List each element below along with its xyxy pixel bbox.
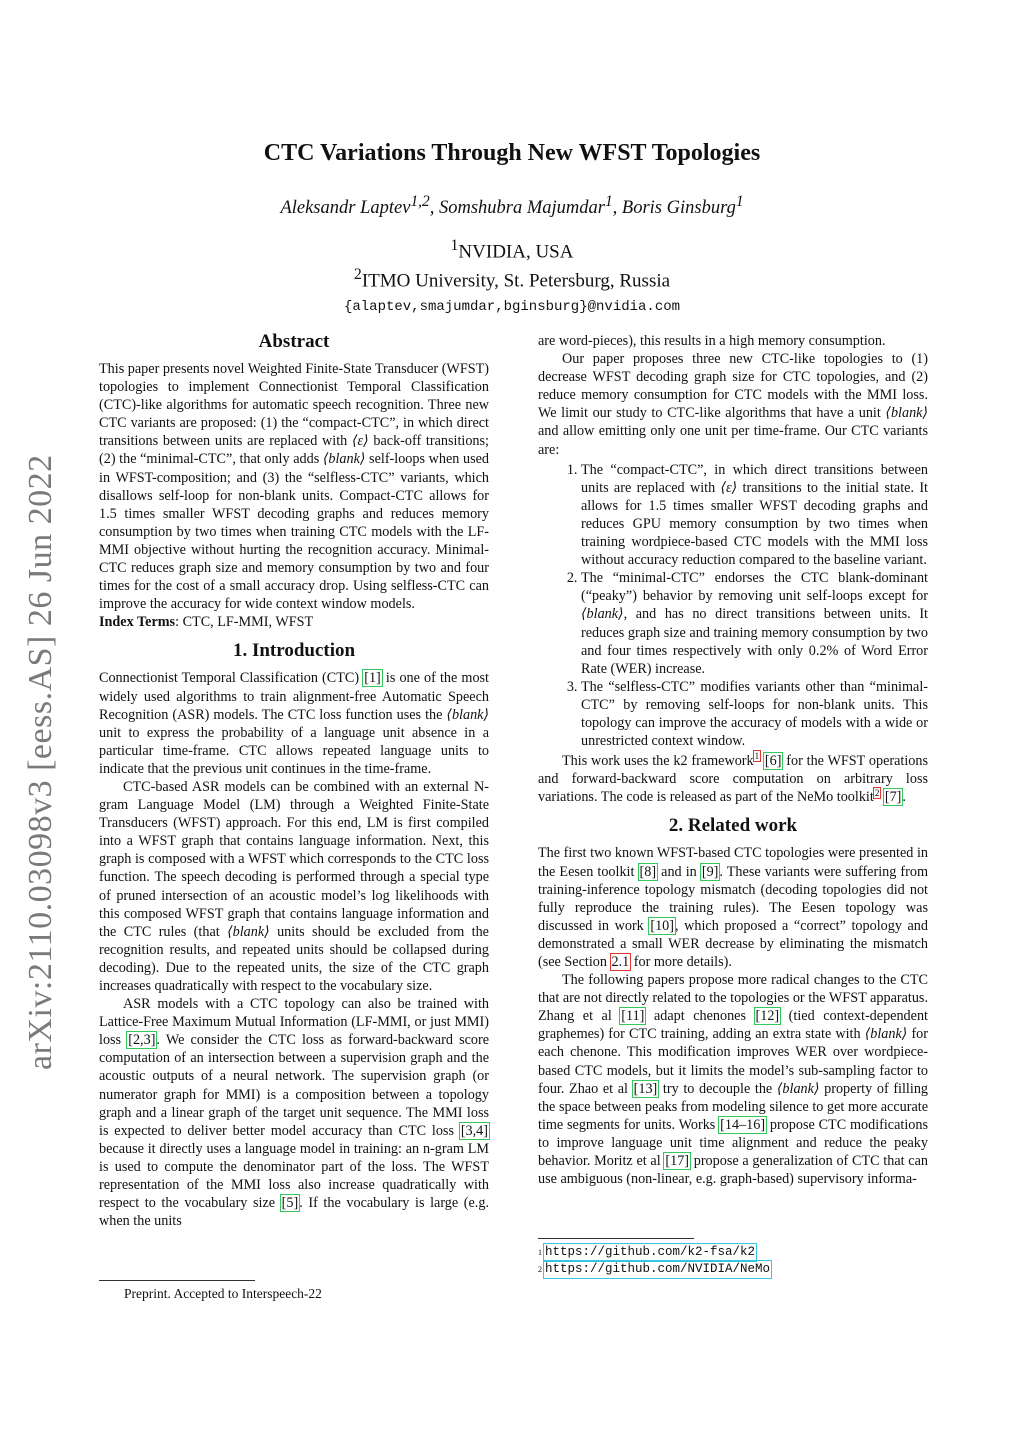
footnote-mark: 1 (538, 1248, 542, 1257)
related-work-heading: 2. Related work (668, 815, 798, 837)
citation-link[interactable]: [10] (650, 917, 674, 934)
citation-link[interactable]: [2,3] (128, 1032, 156, 1049)
arxiv-identifier: arXiv:2110.03098v3 [eess.AS] 26 Jun 2022 (22, 454, 59, 1070)
footnote-url-link[interactable]: https://github.com/k2-fsa/k2 (545, 1245, 756, 1259)
affiliation-text: ITMO University, St. Petersburg, Russia (361, 270, 671, 292)
author-affil-mark: 1 (604, 193, 613, 210)
citation-link[interactable]: [13] (633, 1080, 658, 1097)
affiliation-line (0, 234, 1024, 263)
author-affil-mark: 1 (735, 193, 744, 210)
section-link[interactable]: 2.1 (611, 954, 630, 970)
right-column (538, 332, 928, 1188)
citation-link[interactable]: [7] (884, 789, 902, 806)
author-list: Aleksandr Laptev$^{1,2}$, Somshubra Majumdar$^1$, Boris Ginsburg$^1$ (280, 193, 744, 219)
paper-header (0, 138, 1024, 315)
footnote-mark: 2 (538, 1265, 542, 1274)
citation-link[interactable]: [3,4] (460, 1122, 488, 1139)
introduction-heading: 1. Introduction (232, 640, 356, 662)
intro-paragraph: Connectionist Temporal Classification (CTC) [1] is one of the most widely used algorithms to train alignment-free Automatic Speech Recognition (ASR) models. The CTC loss function uses the ⟨blank⟩ unit to express the probability of a language unit absence in a particular time-frame. CTC allows repeated language units to indicate that the previous unit continues in the time-frame. (99, 670, 489, 777)
intro-paragraph: CTC-based ASR models can be combined with an external N-gram Language Model (LM) through a Weighted Finite-State Transducers (WFST) approach. For this end, LM is first compiled into a WFST graph that contains language information. Next, this graph is composed with a WFST which corresponds to the CTC loss function. The speech decoding is performed through a special type of pruned intersection of an acoustic model’s log likelihoods with this composed WFST graph that contains language information and the CTC rules (that ⟨blank⟩ units should be excluded from the recognition results, and repeated units should be collapsed during decoding). Due to the repeated units, the size of the CTC graph increases quadratically with respect to the vocabulary size. (99, 778, 489, 994)
affiliation-text: NVIDIA, USA (458, 241, 574, 263)
affiliations (0, 234, 1024, 293)
index-terms: Index Terms: CTC, LF-MMI, WFST (99, 614, 314, 631)
list-item: 1. The “compact-CTC”, in which direct transitions between units are replaced with ⟨ε⟩ transitions to the initial state. It allows for 1.5 times smaller WFST decoding graphs and reduces GPU memory consumption by two times when training wordpiece-based CTC models with the MMI loss without accuracy reduction compared to the baseline variant. (581, 461, 928, 570)
affiliation-mark: 2 (353, 266, 362, 284)
citation-link[interactable]: [17] (665, 1153, 690, 1170)
arxiv-side-stamp (14, 440, 64, 1070)
citation-link[interactable]: [5] (281, 1195, 299, 1212)
framework-paragraph: This work uses the k2 framework$^1$ [6] for the WFST operations and forward-backward score computation on arbitrary loss variations. The code is released as part of the NeMo toolkit$^2$ [7]. (538, 751, 928, 806)
footnote (538, 1261, 771, 1278)
affiliation-mark: 1 (450, 237, 459, 255)
abstract-text: This paper presents novel Weighted Finite-State Transducer (WFST) topologies to implement Connectionist Temporal Classification (CTC)-like algorithms for automatic speech recognition. Three new CTC variants are proposed: (1) the “compact-CTC”, in which direct transitions between units are replaced with ⟨ε⟩ back-off transitions; (2) the “minimal-CTC”, that only adds ⟨blank⟩ self-loops when used in WFST-composition; and (3) the “selfless-CTC” variants, which disallows self-loop for non-blank units. Compact-CTC allows for 1.5 times smaller WFST decoding graphs and reduces memory consumption by two times when training CTC models with the LF-MMI objective without hurting the recognition accuracy. Minimal-CTC reduces graph size and memory consumption by two and four times for the cost of a small accuracy drop. Using selfless-CTC can improve the accuracy for wide context window models. (99, 361, 489, 613)
citation-link[interactable]: [14–16] (720, 1116, 766, 1133)
footnote-rule (538, 1238, 694, 1239)
related-paragraph: The following papers propose more radical changes to the CTC that are not directly related to the topologies or the WFST apparatus. Zhang et al [11] adapt chenones [12] (tied context-dependent graphemes) for CTC training, adding an extra state with ⟨blank⟩ for each chenone. This modification improves WER over wordpiece-based CTC models, but it limits the model’s sub-sampling factor to four. Zhao et al [13] try to decouple the ⟨blank⟩ property of filling the space between peaks from modeling silence to get more accurate time segments for units. Works [14–16] propose CTC modifications to improve language unit time alignment and reduce the peaky behavior. Moritz et al [17] propose a generalization of CTC that can use ambiguous (non-linear, e.g. graph-based) supervisory informa- (538, 972, 929, 1188)
author-name: Boris Ginsburg (621, 198, 736, 219)
intro-paragraph: ASR models with a CTC topology can also be trained with Lattice-Free Maximum Mutual Information (LF-MMI, or just MMI) loss [2,3]. We consider the CTC loss as forward-backward score computation of an intersection between a supervision graph and the acoustic outputs of a neural network. The supervision graph (or numerator graph for MMI) is a composition between a topology graph and a linear graph of the target unit sequence. The MMI loss is expected to deliver better model accuracy than CTC loss [3,4] because it directly uses a language model in training: an n-gram LM is used to compute the denominator part of the loss. The WFST representation of the MMI loss also increase quadratically with respect to the vocabulary size [5]. If the vocabulary is large (e.g. when the units (99, 996, 490, 1230)
author-emails: {alaptev,smajumdar,bginsburg}@nvidia.com (343, 298, 681, 315)
citation-link[interactable]: [8] (639, 863, 657, 880)
author-name: Aleksandr Laptev (280, 198, 411, 219)
list-item: 2. The “minimal-CTC” endorses the CTC blank-dominant (“peaky”) behavior by removing unit self-loops except for ⟨blank⟩, and has no direct transitions between units. It reduces graph size and training memory consumption by two and four times respectively with only 0.2% of Word Error Rate (WER) increase. (581, 569, 928, 678)
footnote-ref[interactable]: 1 (754, 751, 760, 762)
author-name: Somshubra Majumdar (438, 198, 605, 219)
preprint-note: Preprint. Accepted to Interspeech-22 (124, 1286, 322, 1301)
affiliation-line (0, 263, 1024, 292)
ctc-variants-list (538, 461, 928, 751)
citation-link[interactable]: [1] (364, 670, 381, 687)
footnote (538, 1244, 771, 1261)
footnote-url-link[interactable]: https://github.com/NVIDIA/NeMo (545, 1262, 771, 1276)
list-item: 3. The “selfless-CTC” modifies variants other than “minimal-CTC” by removing self-loops for non-blank units. This topology can improve the accuracy of models with a wide or unrestricted context window. (581, 678, 928, 750)
contribution-paragraph: Our paper proposes three new CTC-like topologies to (1) decrease WFST decoding graph size for CTC topologies, and (2) reduce memory consumption for CTC models with the MMI loss. We limit our study to CTC-like algorithms that have a unit ⟨blank⟩ and allow emitting only one unit per time-frame. Our CTC variants are: (538, 351, 928, 458)
citation-link[interactable]: [6] (764, 753, 782, 770)
footnote-ref[interactable]: 2 (874, 787, 880, 798)
author-affil-mark: 1,2 (410, 193, 430, 210)
footnotes (538, 1244, 771, 1278)
citation-link[interactable]: [9] (701, 863, 719, 880)
left-column (99, 330, 489, 1230)
paper-title: CTC Variations Through New WFST Topologies (263, 140, 761, 166)
citation-link[interactable]: [11] (621, 1008, 645, 1025)
citation-link[interactable]: [12] (755, 1008, 780, 1025)
continued-paragraph: are word-pieces), this results in a high memory consumption. (538, 333, 886, 349)
footnote-rule (99, 1280, 255, 1281)
related-paragraph: The first two known WFST-based CTC topologies were presented in the Eesen toolkit [8] and in [9]. These variants were suffering from training-inference topology mismatch (decoding topologies did not fully reproduce the training rules). The Eesen topology was discussed in work [10], which proposed a “correct” topology and demonstrated a small WER decrease by eliminating the mismatch (see Section 2.1 for more details). (538, 845, 928, 970)
abstract-heading: Abstract (258, 331, 330, 352)
